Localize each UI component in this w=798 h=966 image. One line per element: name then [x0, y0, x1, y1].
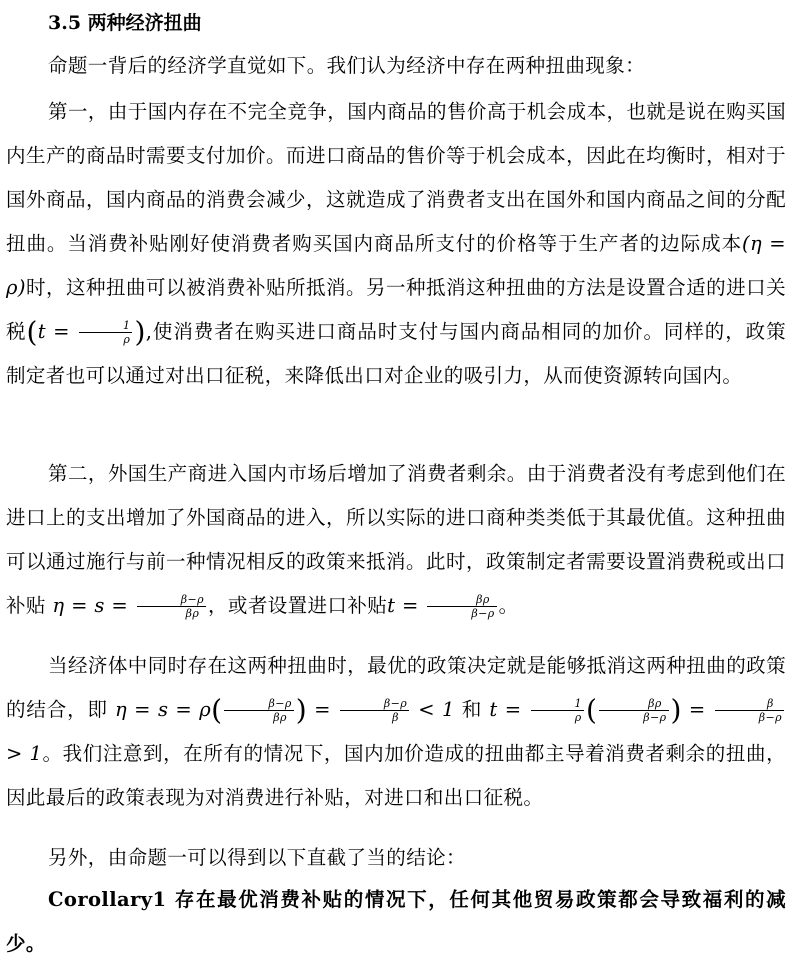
paragraph-conclusion-intro: 另外，由命题一可以得到以下直截了当的结论： — [48, 846, 466, 869]
corollary-text: 存在最优消费补贴的情况下，任何其他贸易政策都会导致福利的减少。 — [6, 888, 786, 955]
text: ,使消费者在购买进口商品时支付与国内商品相同的加价。同样的，政策制定者也可以通过对出口征税，来降低出口对企业的吸引力，从而使资源转向国内。 — [6, 320, 787, 387]
equation-optimal-t: t = $\frac{1}{\rho}$ ( $\frac{\beta\rho}{\beta-\rho}$ ) = $\frac{\beta}{\beta-\rho}$ > 1 — [6, 693, 782, 765]
text: ，或者设置进口补贴 — [208, 594, 388, 617]
paragraph-first-distortion — [6, 90, 786, 398]
text: 时，这种扭曲可以被消费补贴所抵消。另一种抵消这种扭曲的方法是设置合适的进口关税 — [6, 276, 786, 343]
equation-import-subsidy: t = $\frac{\beta\rho}{\beta-\rho}$ — [387, 593, 495, 620]
text: 。我们注意到，在所有的情况下，国内加价造成的扭曲都主导着消费者剩余的扭曲，因此最后的政策表现为对消费进行补贴，对进口和出口征税。 — [6, 742, 786, 809]
text: 第一，由于国内存在不完全竞争，国内商品的售价高于机会成本，也就是说在购买国内生产的商品时需要支付加价。而进口商品的售价等于机会成本，因此在均衡时，相对于国外商品，国内商品的消费会减少，这就造成了消费者支出在国外和国内商品之间的分配扭曲。当消费补贴刚好使消费者购买国内商品所支付的价格等于生产者的边际成本 — [6, 100, 786, 255]
paragraph-combined-policy — [6, 644, 786, 820]
text: 第二，外国生产商进入国内市场后增加了消费者剩余。由于消费者没有考虑到他们在进口上的支出增加了外国商品的进入，所以实际的进口商种类类低于其最优值。这种扭曲可以通过施行与前一种情况相反的政策来抵消。此时，政策制定者需要设置消费税或出口补贴 — [6, 462, 786, 617]
equation-tariff: (t = $\frac{1}{\rho}$ ) — [26, 315, 146, 349]
paragraph-second-distortion — [6, 452, 786, 628]
fraction: $\frac{\beta-\rho}{\beta\rho}$ — [137, 593, 206, 620]
text: 和 — [454, 698, 490, 721]
fraction: $\frac{1}{\rho}$ — [79, 319, 132, 346]
equation-optimal-eta: η = s = ρ( $\frac{\beta-\rho}{\beta\rho}$ ) = $\frac{\beta-\rho}{\beta}$ < 1 — [114, 693, 455, 727]
corollary-label: Corollary1 — [48, 888, 167, 911]
section-heading: 3.5 两种经济扭曲 — [48, 12, 202, 34]
equation-eta-rho: (η = ρ) — [6, 232, 786, 299]
equation-consumption-tax: η = s = $\frac{\beta-\rho}{\beta\rho}$ — [52, 593, 205, 620]
corollary-block — [6, 878, 786, 966]
text: 当经济体中同时存在这两种扭曲时，最优的政策决定就是能够抵消这两种扭曲的政策的结合，即 — [6, 654, 786, 721]
paragraph-intro: 命题一背后的经济学直觉如下。我们认为经济中存在两种扭曲现象： — [48, 54, 646, 77]
text: 。 — [498, 594, 519, 617]
fraction: $\frac{\beta\rho}{\beta-\rho}$ — [427, 593, 496, 620]
